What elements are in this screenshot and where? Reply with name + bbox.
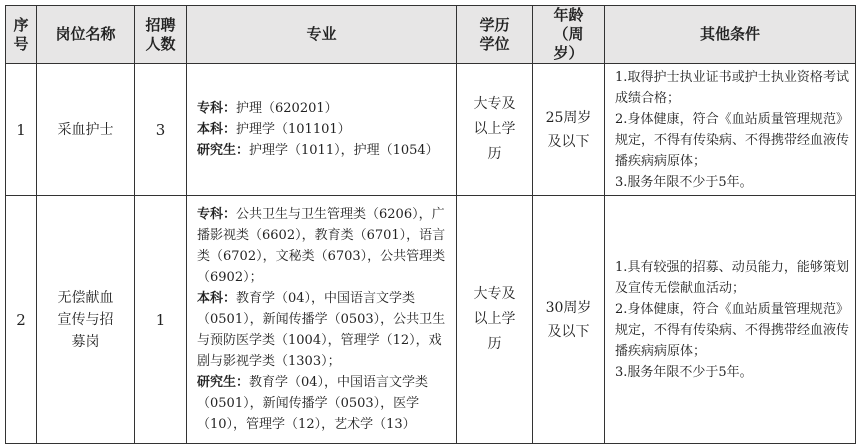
header-age: 年龄（周岁） bbox=[533, 6, 605, 64]
row-count: 1 bbox=[135, 196, 187, 444]
major-line: 专科：护理（620201） bbox=[197, 101, 338, 116]
row-count: 3 bbox=[135, 64, 187, 196]
row-education: 大专及以上学历 bbox=[457, 64, 533, 196]
row-education: 大专及以上学历 bbox=[457, 196, 533, 444]
header-major: 专业 bbox=[187, 6, 457, 64]
table-header-row bbox=[6, 6, 856, 64]
header-position: 岗位名称 bbox=[37, 6, 135, 64]
row-seq: 1 bbox=[6, 64, 37, 196]
table-row bbox=[6, 64, 856, 196]
header-count: 招聘人数 bbox=[135, 6, 187, 64]
header-seq: 序号 bbox=[6, 6, 37, 64]
header-other: 其他条件 bbox=[605, 6, 856, 64]
row-age: 25周岁及以下 bbox=[533, 64, 605, 196]
row-major bbox=[187, 64, 457, 196]
row-conditions: 1.取得护士执业证书或护士执业资格考试成绩合格； 2.身体健康，符合《血站质量管理规范》规定，不得有传染病、不得携带经血液传播疾病病原体； 3.服务年限不少于5年。 bbox=[605, 64, 856, 196]
row-position: 无偿献血宣传与招募岗 bbox=[37, 196, 135, 444]
row-seq: 2 bbox=[6, 196, 37, 444]
major-line: 研究生：教育学（04），中国语言文学类（0501），新闻传播学（0503），医学（10），管理学（12），艺术学（13） bbox=[197, 375, 429, 432]
header-education: 学历学位 bbox=[457, 6, 533, 64]
major-line: 本科：教育学（04），中国语言文学类（0501），新闻传播学（0503），公共卫生与预防医学类（1004），管理学（12），戏剧与影视学类（1303）； bbox=[197, 291, 446, 369]
row-age: 30周岁及以下 bbox=[533, 196, 605, 444]
row-conditions: 1.具有较强的招募、动员能力，能够策划及宣传无偿献血活动； 2.身体健康，符合《血站质量管理规范》规定，不得有传染病、不得携带经血液传播疾病病原体； 3.服务年限不少于5年。 bbox=[605, 196, 856, 444]
major-line: 专科：公共卫生与卫生管理类（6206），广播影视类（6602），教育类（6701），语言类（6702），文秘类（6703），公共管理类（6902）； bbox=[197, 207, 446, 285]
recruitment-table bbox=[5, 5, 856, 444]
table-row bbox=[6, 196, 856, 444]
major-line: 本科：护理学（101101） bbox=[197, 122, 351, 137]
major-line: 研究生：护理学（1011），护理（1054） bbox=[197, 143, 439, 158]
row-major bbox=[187, 196, 457, 444]
row-position: 采血护士 bbox=[37, 64, 135, 196]
